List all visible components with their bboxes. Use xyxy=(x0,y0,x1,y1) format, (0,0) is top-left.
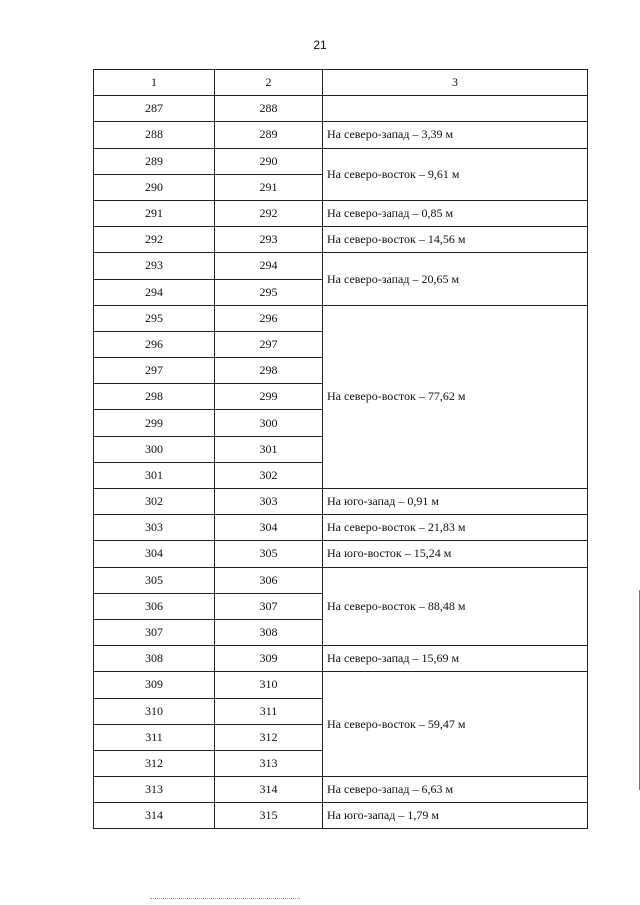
table-row xyxy=(94,646,588,672)
point-to-cell: 295 xyxy=(215,279,323,305)
point-from-cell: 297 xyxy=(94,358,215,384)
direction-distance-cell xyxy=(323,96,588,122)
point-to-cell: 288 xyxy=(215,96,323,122)
direction-distance-cell: На северо-запад – 6,63 м xyxy=(323,777,588,803)
direction-distance-cell: На северо-восток – 9,61 м xyxy=(323,148,588,200)
table-row xyxy=(94,96,588,122)
point-to-cell: 314 xyxy=(215,777,323,803)
direction-distance-cell: На северо-запад – 3,39 м xyxy=(323,122,588,148)
point-from-cell: 303 xyxy=(94,515,215,541)
column-header-1: 1 xyxy=(94,70,215,96)
direction-distance-cell: На северо-запад – 15,69 м xyxy=(323,646,588,672)
point-to-cell: 309 xyxy=(215,646,323,672)
point-to-cell: 302 xyxy=(215,462,323,488)
point-to-cell: 301 xyxy=(215,436,323,462)
table-body xyxy=(94,96,588,829)
point-from-cell: 302 xyxy=(94,489,215,515)
column-header-2: 2 xyxy=(215,70,323,96)
point-from-cell: 308 xyxy=(94,646,215,672)
point-from-cell: 301 xyxy=(94,462,215,488)
point-to-cell: 291 xyxy=(215,174,323,200)
point-from-cell: 306 xyxy=(94,593,215,619)
table-header-row xyxy=(94,70,588,96)
point-to-cell: 303 xyxy=(215,489,323,515)
direction-distance-cell: На северо-восток – 77,62 м xyxy=(323,305,588,488)
table-row xyxy=(94,672,588,698)
point-to-cell: 306 xyxy=(215,567,323,593)
table-row xyxy=(94,253,588,279)
table-row xyxy=(94,567,588,593)
direction-distance-cell: На юго-восток – 15,24 м xyxy=(323,541,588,567)
point-from-cell: 299 xyxy=(94,410,215,436)
point-from-cell: 309 xyxy=(94,672,215,698)
table-row xyxy=(94,227,588,253)
point-from-cell: 311 xyxy=(94,724,215,750)
point-to-cell: 300 xyxy=(215,410,323,436)
point-to-cell: 299 xyxy=(215,384,323,410)
table-row xyxy=(94,305,588,331)
point-from-cell: 307 xyxy=(94,619,215,645)
direction-distance-cell: На северо-запад – 0,85 м xyxy=(323,200,588,226)
point-to-cell: 290 xyxy=(215,148,323,174)
point-from-cell: 305 xyxy=(94,567,215,593)
direction-distance-cell: На северо-восток – 21,83 м xyxy=(323,515,588,541)
point-to-cell: 289 xyxy=(215,122,323,148)
table-row xyxy=(94,777,588,803)
point-to-cell: 310 xyxy=(215,672,323,698)
point-from-cell: 314 xyxy=(94,803,215,829)
direction-distance-cell: На северо-восток – 59,47 м xyxy=(323,672,588,777)
point-from-cell: 304 xyxy=(94,541,215,567)
point-to-cell: 293 xyxy=(215,227,323,253)
direction-distance-cell: На юго-запад – 1,79 м xyxy=(323,803,588,829)
point-from-cell: 291 xyxy=(94,200,215,226)
boundary-points-table xyxy=(93,69,588,829)
direction-distance-cell: На северо-запад – 20,65 м xyxy=(323,253,588,305)
point-to-cell: 292 xyxy=(215,200,323,226)
point-to-cell: 307 xyxy=(215,593,323,619)
point-from-cell: 313 xyxy=(94,777,215,803)
point-from-cell: 310 xyxy=(94,698,215,724)
point-to-cell: 298 xyxy=(215,358,323,384)
table-row xyxy=(94,122,588,148)
point-from-cell: 300 xyxy=(94,436,215,462)
point-to-cell: 297 xyxy=(215,331,323,357)
table-row xyxy=(94,515,588,541)
point-to-cell: 294 xyxy=(215,253,323,279)
point-to-cell: 304 xyxy=(215,515,323,541)
direction-distance-cell: На северо-восток – 14,56 м xyxy=(323,227,588,253)
point-from-cell: 295 xyxy=(94,305,215,331)
point-to-cell: 312 xyxy=(215,724,323,750)
point-to-cell: 296 xyxy=(215,305,323,331)
scan-bottom-mark xyxy=(150,898,300,899)
table-row xyxy=(94,803,588,829)
direction-distance-cell: На северо-восток – 88,48 м xyxy=(323,567,588,646)
table-row xyxy=(94,148,588,174)
point-to-cell: 308 xyxy=(215,619,323,645)
point-to-cell: 315 xyxy=(215,803,323,829)
point-from-cell: 289 xyxy=(94,148,215,174)
point-from-cell: 288 xyxy=(94,122,215,148)
point-from-cell: 294 xyxy=(94,279,215,305)
point-from-cell: 312 xyxy=(94,750,215,776)
table-row xyxy=(94,200,588,226)
point-from-cell: 292 xyxy=(94,227,215,253)
point-from-cell: 293 xyxy=(94,253,215,279)
table-row xyxy=(94,541,588,567)
point-from-cell: 298 xyxy=(94,384,215,410)
point-from-cell: 287 xyxy=(94,96,215,122)
point-from-cell: 296 xyxy=(94,331,215,357)
point-to-cell: 313 xyxy=(215,750,323,776)
column-header-3: 3 xyxy=(323,70,588,96)
point-to-cell: 311 xyxy=(215,698,323,724)
page-number: 21 xyxy=(313,38,327,52)
table-row xyxy=(94,489,588,515)
point-from-cell: 290 xyxy=(94,174,215,200)
direction-distance-cell: На юго-запад – 0,91 м xyxy=(323,489,588,515)
point-to-cell: 305 xyxy=(215,541,323,567)
